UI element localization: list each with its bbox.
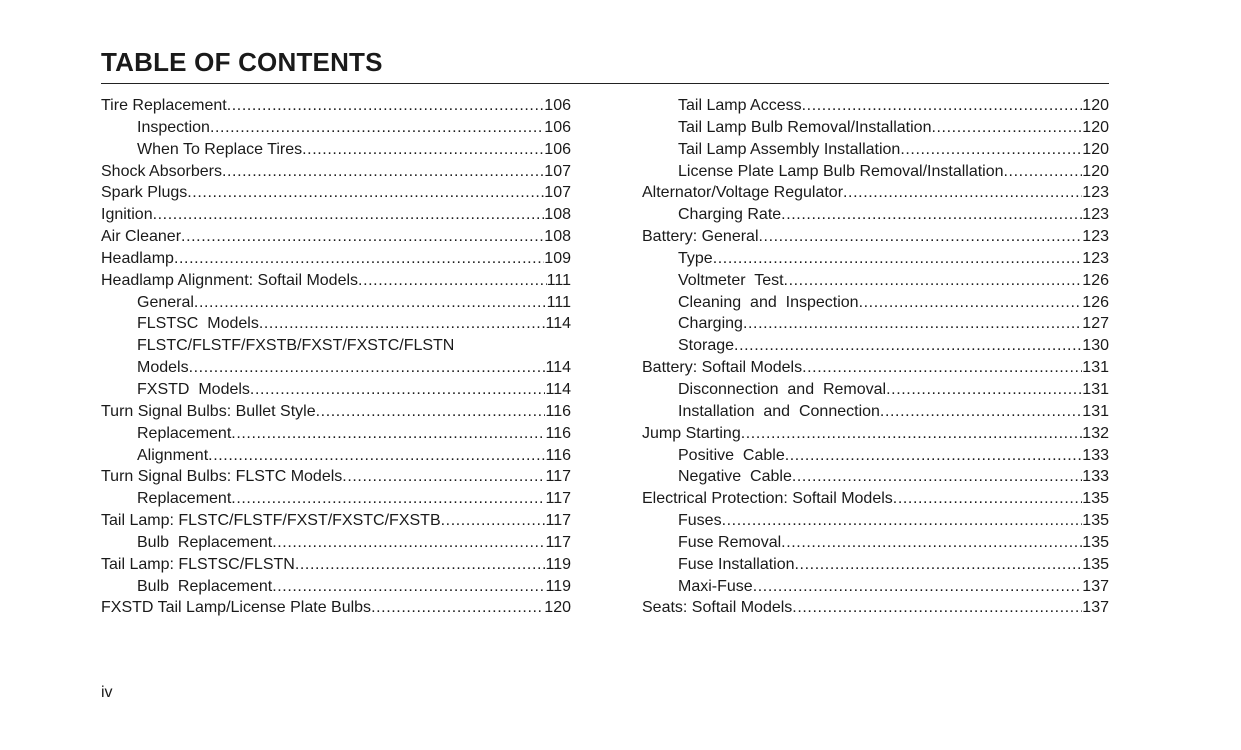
toc-entry-page: 131 (1082, 359, 1109, 377)
toc-entry (101, 423, 571, 445)
toc-entry-page: 119 (545, 555, 571, 573)
toc-entry-title: Headlamp (101, 249, 174, 267)
toc-dot-leader (181, 226, 544, 248)
toc-dot-leader (371, 597, 544, 619)
toc-entry-title: Maxi-Fuse (678, 577, 753, 595)
toc-entry-page: 137 (1082, 599, 1109, 617)
toc-entry (101, 292, 571, 314)
toc-dot-leader (302, 139, 544, 161)
toc-entry-page: 106 (544, 140, 571, 158)
toc-entry-title: General (137, 293, 194, 311)
toc-entry-title: Tail Lamp: FLSTSC/FLSTN (101, 555, 295, 573)
toc-entry-page: 126 (1082, 293, 1109, 311)
toc-dot-leader (441, 510, 546, 532)
toc-entry-title: Shock Absorbers (101, 162, 222, 180)
toc-dot-leader (231, 488, 545, 510)
toc-entry-page: 109 (544, 249, 571, 267)
toc-entry (642, 270, 1109, 292)
toc-entry-title: Air Cleaner (101, 228, 182, 246)
toc-entry-page: 132 (1082, 424, 1109, 442)
toc-dot-leader (231, 423, 545, 445)
toc-entry-page: 117 (545, 490, 571, 508)
toc-dot-leader (227, 95, 545, 117)
toc-dot-leader (759, 226, 1083, 248)
toc-dot-leader (792, 597, 1082, 619)
toc-entry-page: 135 (1082, 512, 1109, 530)
toc-entry-page: 137 (1082, 577, 1109, 595)
toc-entry (101, 488, 571, 510)
toc-entry (101, 161, 571, 183)
toc-entry-title: Disconnection and Removal (678, 380, 887, 398)
toc-entry (101, 554, 571, 576)
toc-entry-page: 131 (1082, 402, 1109, 420)
toc-dot-leader (1004, 161, 1083, 183)
toc-left-column (101, 95, 571, 619)
toc-entry-page: 117 (545, 468, 571, 486)
toc-entry-title: Turn Signal Bulbs: Bullet Style (101, 402, 316, 420)
toc-dot-leader (194, 292, 547, 314)
toc-entry-page: 123 (1082, 249, 1109, 267)
toc-dot-leader (893, 488, 1083, 510)
toc-dot-leader (722, 510, 1083, 532)
toc-entry (642, 117, 1109, 139)
toc-entry-title: Models (137, 359, 189, 377)
toc-dot-leader (316, 401, 546, 423)
toc-entry-page: 111 (546, 271, 571, 289)
toc-entry-page: 123 (1082, 206, 1109, 224)
page-number: iv (101, 684, 113, 701)
toc-entry-title: Installation and Connection (678, 402, 880, 420)
toc-dot-leader (153, 204, 545, 226)
toc-entry-page: 116 (545, 424, 571, 442)
toc-dot-leader (802, 95, 1083, 117)
toc-dot-leader (792, 466, 1082, 488)
toc-entry-page: 120 (1082, 97, 1109, 114)
toc-entry-title: Electrical Protection: Softail Models (642, 490, 893, 508)
toc-dot-leader (187, 182, 544, 204)
toc-entry-page: 114 (545, 380, 571, 398)
toc-entry (642, 226, 1109, 248)
toc-dot-leader (210, 117, 544, 139)
toc-entry (101, 270, 571, 292)
toc-entry-title: Fuse Installation (678, 555, 795, 573)
toc-entry-page: 117 (545, 512, 571, 530)
toc-entry-title: Charging Rate (678, 206, 782, 224)
toc-entry-page: 135 (1082, 533, 1109, 551)
toc-entry (642, 161, 1109, 183)
toc-entry-title: Alternator/Voltage Regulator (642, 184, 844, 202)
toc-entry-page: 123 (1082, 184, 1109, 202)
toc-entry-page: 108 (544, 228, 571, 246)
toc-entry-page: 119 (545, 577, 571, 595)
toc-entry (101, 95, 571, 117)
toc-entry-page: 130 (1082, 337, 1109, 355)
toc-entry (642, 597, 1109, 619)
toc-dot-leader (743, 313, 1082, 335)
toc-entry-title: Tail Lamp Assembly Installation (678, 140, 901, 158)
toc-entry-title: Negative Cable (678, 468, 792, 486)
toc-entry (101, 466, 571, 488)
toc-entry (642, 532, 1109, 554)
toc-entry (642, 95, 1109, 117)
toc-entry (101, 226, 571, 248)
toc-entry-page: 127 (1082, 315, 1109, 333)
toc-entry (642, 379, 1109, 401)
toc-entry (101, 204, 571, 226)
toc-entry (101, 597, 571, 619)
toc-entry (101, 576, 571, 598)
toc-entry-page: 116 (545, 402, 571, 420)
toc-entry-title: Headlamp Alignment: Softail Models (101, 271, 359, 289)
toc-entry (642, 357, 1109, 379)
toc-dot-leader (272, 532, 545, 554)
toc-entry-page: 107 (544, 184, 571, 202)
toc-entry (642, 488, 1109, 510)
toc-entry-title: Fuse Removal (678, 533, 782, 551)
toc-entry (642, 554, 1109, 576)
toc-dot-leader (713, 248, 1083, 270)
toc-entry (642, 313, 1109, 335)
toc-dot-leader (795, 554, 1083, 576)
toc-entry-page: 135 (1082, 555, 1109, 573)
toc-entry (101, 379, 571, 401)
toc-dot-leader (781, 532, 1082, 554)
toc-entry-title: Replacement (137, 424, 232, 442)
toc-entry-title: Positive Cable (678, 446, 785, 464)
toc-entry-title: FLSTC/FLSTF/FXSTB/FXST/FXSTC/FLSTN (137, 337, 455, 355)
toc-entry-title: Battery: Softail Models (642, 359, 803, 377)
toc-entry-page: 116 (545, 446, 571, 464)
toc-entry (642, 204, 1109, 226)
toc-dot-leader (208, 445, 545, 467)
toc-entry-title: Battery: General (642, 228, 759, 246)
toc-entry (642, 335, 1109, 357)
toc-entry (642, 182, 1109, 204)
toc-entry-title: Turn Signal Bulbs: FLSTC Models (101, 468, 343, 486)
toc-entry-page: 126 (1082, 271, 1109, 289)
toc-entry-title: When To Replace Tires (137, 140, 303, 158)
toc-entry-title: Inspection (137, 118, 210, 136)
toc-entry-page: 111 (546, 293, 571, 311)
toc-entry (101, 335, 571, 357)
toc-entry (101, 401, 571, 423)
toc-entry-title: Ignition (101, 206, 153, 224)
toc-entry-page: 135 (1082, 490, 1109, 508)
toc-dot-leader (900, 139, 1082, 161)
toc-dot-leader (753, 576, 1083, 598)
toc-dot-leader (358, 270, 547, 292)
toc-dot-leader (785, 445, 1083, 467)
toc-entry (101, 510, 571, 532)
toc-entry (642, 510, 1109, 532)
toc-entry-title: Tail Lamp: FLSTC/FLSTF/FXST/FXSTC/FXSTB (101, 512, 441, 530)
toc-entry (642, 248, 1109, 270)
toc-entry (642, 445, 1109, 467)
toc-dot-leader (784, 270, 1083, 292)
toc-entry-page: 133 (1082, 468, 1109, 486)
toc-dot-leader (741, 423, 1083, 445)
toc-dot-leader (222, 161, 544, 183)
toc-entry (642, 576, 1109, 598)
toc-dot-leader (342, 466, 545, 488)
toc-entry-title: FXSTD Models (137, 380, 250, 398)
toc-entry-page: 106 (544, 97, 571, 114)
toc-entry-page: 114 (545, 359, 571, 377)
toc-entry-title: Voltmeter Test (678, 271, 784, 289)
toc-dot-leader (859, 292, 1083, 314)
toc-entry-page: 108 (544, 206, 571, 224)
toc-dot-leader (250, 379, 546, 401)
toc-entry-title: Seats: Softail Models (642, 599, 793, 617)
toc-dot-leader (295, 554, 546, 576)
toc-entry (101, 357, 571, 379)
toc-entry-title: Storage (678, 337, 735, 355)
toc-entry-page: 131 (1082, 380, 1109, 398)
toc-entry-title: Charging (678, 315, 743, 333)
toc-entry-title: Bulb Replacement (137, 533, 273, 551)
toc-entry (101, 313, 571, 335)
toc-entry-title: Spark Plugs (101, 184, 188, 202)
toc-dot-leader (880, 401, 1082, 423)
toc-entry-title: FXSTD Tail Lamp/License Plate Bulbs (101, 599, 372, 617)
toc-entry-title: Jump Starting (642, 424, 741, 442)
toc-dot-leader (259, 313, 546, 335)
toc-entry-title: Cleaning and Inspection (678, 293, 859, 311)
toc-entry (101, 532, 571, 554)
toc-entry (642, 401, 1109, 423)
toc-entry (101, 139, 571, 161)
toc-dot-leader (734, 335, 1082, 357)
toc-entry-title: Bulb Replacement (137, 577, 273, 595)
toc-right-column (642, 95, 1109, 619)
toc-entry (642, 466, 1109, 488)
toc-entry-page: 106 (544, 118, 571, 136)
toc-entry-title: Tail Lamp Bulb Removal/Installation (678, 118, 932, 136)
toc-dot-leader (802, 357, 1082, 379)
toc-entry-title: Alignment (137, 446, 209, 464)
toc-entry (101, 445, 571, 467)
toc-entry-page: 120 (1082, 140, 1109, 158)
toc-entry-title: Tail Lamp Access (678, 97, 802, 114)
toc-entry-title: FLSTSC Models (137, 315, 259, 333)
toc-entry-page: 123 (1082, 228, 1109, 246)
page-title: TABLE OF CONTENTS (101, 47, 383, 77)
toc-dot-leader (886, 379, 1082, 401)
toc-entry-title: Fuses (678, 512, 722, 530)
toc-entry-page: 107 (544, 162, 571, 180)
toc-dot-leader (189, 357, 546, 379)
toc-entry-title: License Plate Lamp Bulb Removal/Installation (678, 162, 1004, 180)
toc-entry-page: 120 (1082, 118, 1109, 136)
toc-entry (101, 248, 571, 270)
toc-dot-leader (931, 117, 1082, 139)
toc-entry-title: Replacement (137, 490, 232, 508)
toc-dot-leader (272, 576, 545, 598)
toc-entry-page: 117 (545, 533, 571, 551)
toc-entry-title: Tire Replacement (101, 97, 227, 114)
toc-entry-title: Type (678, 249, 713, 267)
toc-entry (642, 423, 1109, 445)
toc-dot-leader (843, 182, 1082, 204)
toc-entry (642, 139, 1109, 161)
toc-entry (101, 117, 571, 139)
toc-entry (101, 182, 571, 204)
toc-entry-page: 120 (1082, 162, 1109, 180)
toc-entry-page: 114 (545, 315, 571, 333)
toc-entry-page: 133 (1082, 446, 1109, 464)
toc-dot-leader (174, 248, 544, 270)
toc-entry-page: 120 (544, 599, 571, 617)
toc-entry (642, 292, 1109, 314)
title-rule (101, 83, 1109, 84)
toc-dot-leader (781, 204, 1082, 226)
